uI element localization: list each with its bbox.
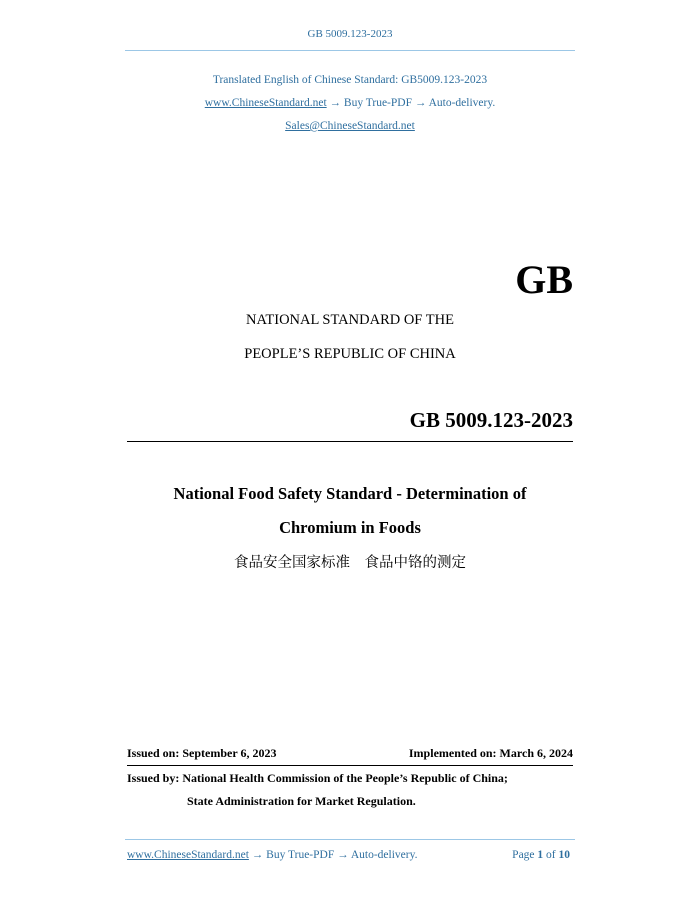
issued-by-line-1: Issued by: National Health Commission of the People’s Republic of China; bbox=[127, 771, 508, 785]
footer-purchase-text: → Buy True-PDF → Auto-delivery. bbox=[248, 849, 418, 861]
email-line bbox=[0, 120, 700, 132]
page-indicator bbox=[512, 849, 570, 861]
footer-site-link[interactable]: www.ChineseStandard.net bbox=[127, 849, 249, 861]
site-link[interactable]: www.ChineseStandard.net bbox=[204, 97, 327, 109]
footer-divider bbox=[125, 839, 575, 840]
implemented-on: Implemented on: March 6, 2024 bbox=[408, 746, 573, 760]
page-current: 1 bbox=[537, 849, 544, 861]
purchase-line bbox=[0, 97, 700, 109]
title-line-2: Chromium in Foods bbox=[279, 518, 421, 537]
standard-number-rule bbox=[127, 441, 573, 442]
header-divider bbox=[125, 50, 575, 51]
standard-number: GB 5009.123-2023 bbox=[409, 408, 573, 432]
issued-on: Issued on: September 6, 2023 bbox=[127, 746, 277, 760]
gb-mark: GB bbox=[515, 257, 573, 302]
translated-notice: Translated English of Chinese Standard: GB5009.123-2023 bbox=[212, 74, 488, 86]
page-total: 10 bbox=[558, 849, 570, 861]
title-chinese: 食品安全国家标准 食品中铬的测定 bbox=[234, 555, 466, 571]
footer-purchase-line bbox=[127, 849, 417, 861]
issued-by-line-2: State Administration for Market Regulation. bbox=[187, 794, 416, 808]
purchase-text: → Buy True-PDF → Auto-delivery. bbox=[326, 97, 496, 109]
page-prefix: Page bbox=[512, 849, 535, 861]
national-standard-line-2: PEOPLE’S REPUBLIC OF CHINA bbox=[244, 346, 456, 362]
page-of: of bbox=[546, 849, 556, 861]
email-link[interactable]: Sales@ChineseStandard.net bbox=[285, 120, 415, 132]
header-document-code: GB 5009.123-2023 bbox=[307, 28, 393, 40]
issuance-rule bbox=[127, 765, 573, 766]
national-standard-line-1: NATIONAL STANDARD OF THE bbox=[246, 312, 454, 328]
title-line-1: National Food Safety Standard - Determination of bbox=[173, 484, 527, 503]
